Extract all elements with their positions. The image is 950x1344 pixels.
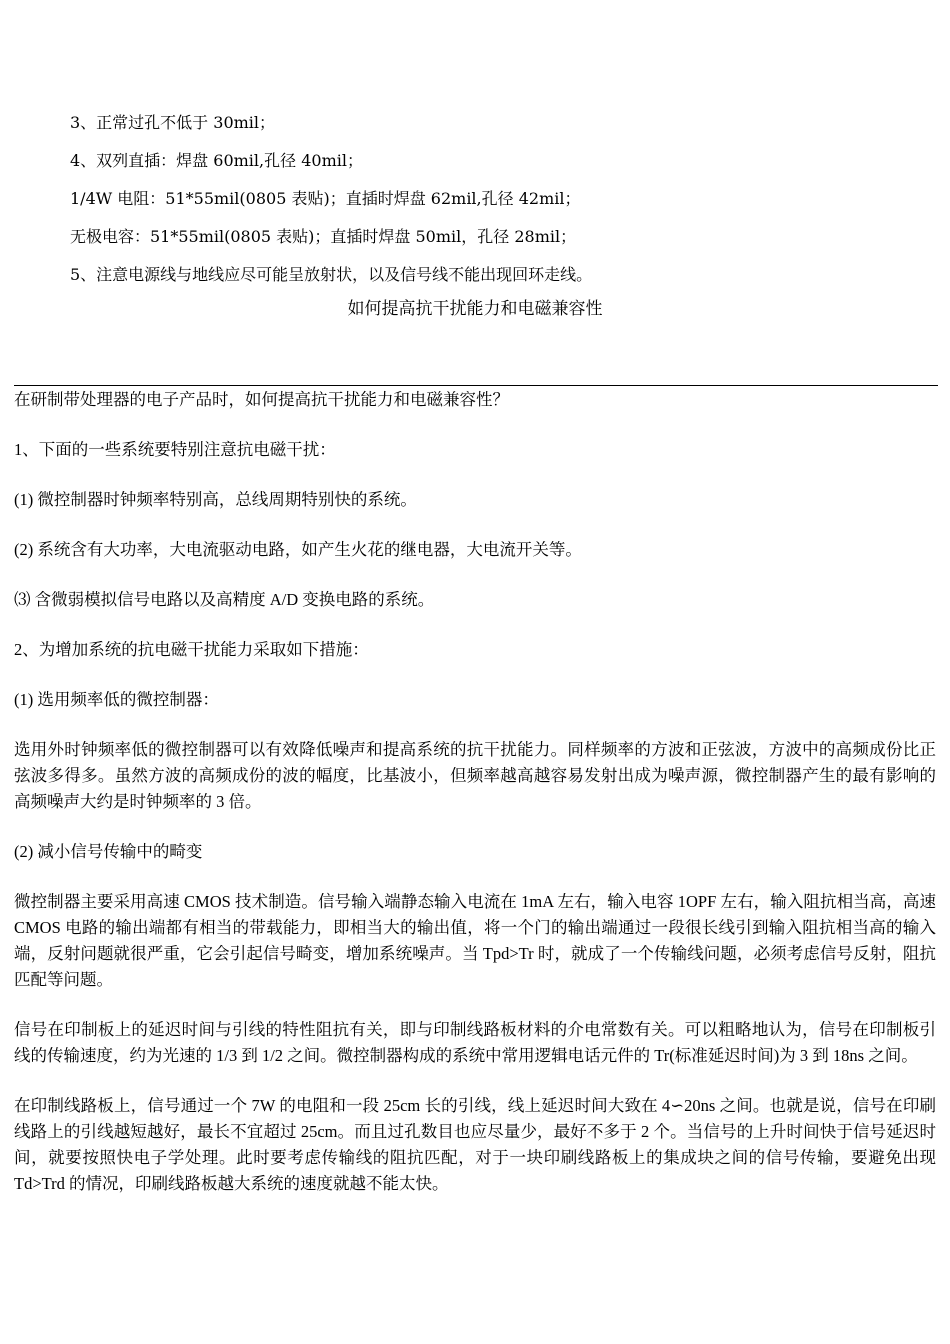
subsection-1-paragraph: 选用外时钟频率低的微控制器可以有效降低噪声和提高系统的抗干扰能力。同样频率的方波和正弦波，方波中的高频成份比正弦波多得多。虽然方波的高频成份的波的幅度，比基波小，但频率越高越容易发射出成为噪声源，微控制器产生的最有影响的高频噪声大约是时钟频率的 3 倍。 xyxy=(14,740,936,811)
subsection-1-title: (1) 选用频率低的微控制器： xyxy=(14,690,219,709)
horizontal-rule xyxy=(14,385,938,386)
top-item: 3、正常过孔不低于 30mil； xyxy=(70,113,276,132)
section-1-title: 1、下面的一些系统要特别注意抗电磁干扰： xyxy=(14,440,336,459)
top-item: 4、双列直插：焊盘 60mil,孔径 40mil； xyxy=(70,151,363,170)
subsection-2-paragraph: 信号在印制板上的延迟时间与引线的特性阻抗有关，即与印制线路板材料的介电常数有关。可以粗略地认为，信号在印制板引线的传输速度，约为光速的 1/3 到 1/2 之间。微控制器构成的系统中常用逻辑电话元件的 Tr(标准延迟时间)为 3 到 18ns 之间。 xyxy=(14,1020,936,1065)
section-1-item: ⑶ 含微弱模拟信号电路以及高精度 A/D 变换电路的系统。 xyxy=(14,590,435,609)
article-body xyxy=(14,387,936,1221)
top-item-list xyxy=(70,104,890,294)
question-text: 在研制带处理器的电子产品时，如何提高抗干扰能力和电磁兼容性？ xyxy=(14,390,509,409)
section-heading: 如何提高抗干扰能力和电磁兼容性 xyxy=(347,299,603,319)
subsection-2-title: (2) 减小信号传输中的畸变 xyxy=(14,842,203,861)
section-2-title: 2、为增加系统的抗电磁干扰能力采取如下措施： xyxy=(14,640,369,659)
top-item: 1/4W 电阻：51*55mil(0805 表贴)；直插时焊盘 62mil,孔径 42mil； xyxy=(70,189,581,208)
section-1-item: (1) 微控制器时钟频率特别高，总线周期特别快的系统。 xyxy=(14,490,417,509)
subsection-2-paragraph: 微控制器主要采用高速 CMOS 技术制造。信号输入端静态输入电流在 1mA 左右，输入电容 1OPF 左右，输入阻抗相当高，高速 CMOS 电路的输出端都有相当的带载能力，即相当大的输出值，将一个门的输出端通过一段很长线引到输入阻抗相当高的输入端，反射问题就很严重，它会引起信号畸变，增加系统噪声。当 Tpd>Tr 时，就成了一个传输线问题，必须考虑信号反射，阻抗匹配等问题。 xyxy=(14,892,936,989)
subsection-2-paragraph: 在印制线路板上，信号通过一个 7W 的电阻和一段 25cm 长的引线，线上延迟时间大致在 4∽20ns 之间。也就是说，信号在印刷线路上的引线越短越好，最长不宜超过 25cm。而且过孔数目也应尽量少，最好不多于 2 个。当信号的上升时间快于信号延迟时间，就要按照快电子学处理。此时要考虑传输线的阻抗匹配，对于一块印刷线路板上的集成块之间的信号传输，要避免出现 Td>Trd 的情况，印刷线路板越大系统的速度就越不能太快。 xyxy=(14,1096,936,1193)
section-1-item: (2) 系统含有大功率，大电流驱动电路，如产生火花的继电器，大电流开关等。 xyxy=(14,540,582,559)
top-item: 无极电容：51*55mil(0805 表贴)；直插时焊盘 50mil，孔径 28mil； xyxy=(70,227,577,246)
top-item: 5、注意电源线与地线应尽可能呈放射状，以及信号线不能出现回环走线。 xyxy=(70,265,593,284)
